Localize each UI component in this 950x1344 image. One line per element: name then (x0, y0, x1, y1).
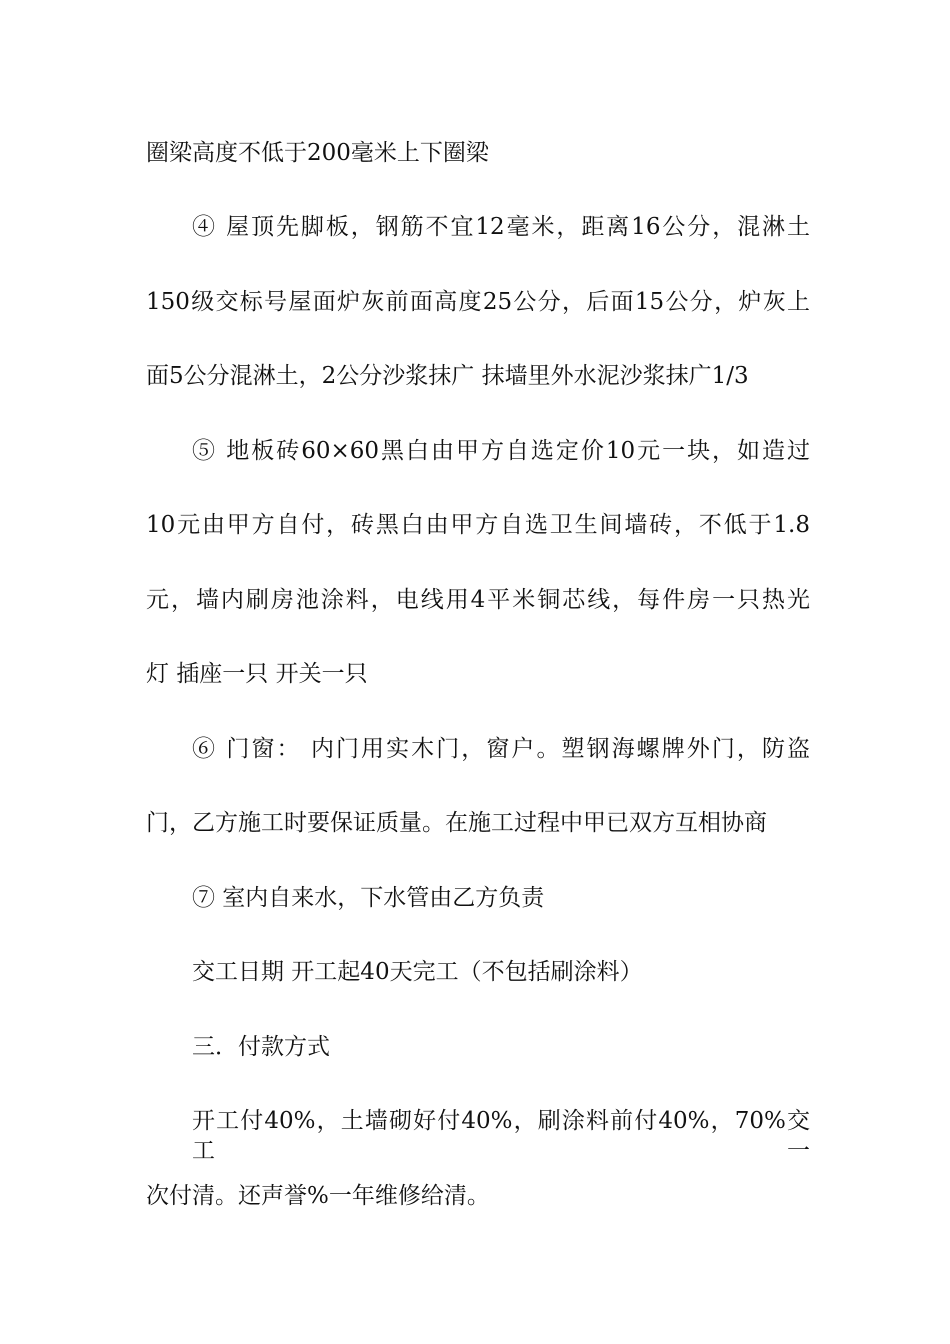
text-line-3: 150级交标号屋面炉灰前面高度25公分，后面15公分，炉灰上 (146, 289, 810, 315)
text-line-11: ⑦ 室内自来水，下水管由乙方负责 (192, 885, 545, 911)
text-line-6: 10元由甲方自付，砖黑白由甲方自选卫生间墙砖，不低于1.8 (146, 512, 810, 538)
text-line-8: 灯 插座一只 开关一只 (146, 661, 368, 687)
section-heading-payment: 三．付款方式 (192, 1034, 330, 1060)
text-line-5: ⑤ 地板砖60×60黑白由甲方自选定价10元一块，如造过 (192, 438, 810, 464)
text-line-9: ⑥ 门窗： 内门用实木门，窗户。塑钢海螺牌外门，防盗 (192, 736, 810, 762)
text-line-7: 元，墙内刷房池涂料，电线用4平米铜芯线，每件房一只热光 (146, 587, 810, 613)
text-line-1: 圈梁高度不低于200毫米上下圈梁 (146, 140, 489, 166)
text-line-2: ④ 屋顶先脚板，钢筋不宜12毫米，距离16公分，混淋土 (192, 214, 810, 240)
text-line-15: 次付清。还声誉%一年维修给清。 (146, 1183, 490, 1209)
text-line-4: 面5公分混淋土，2公分沙浆抹广 抹墙里外水泥沙浆抹广1/3 (146, 363, 749, 389)
text-line-10: 门，乙方施工时要保证质量。在施工过程中甲已双方互相协商 (146, 810, 767, 836)
text-line-14: 开工付40%，土墙砌好付40%，刷涂料前付40%，70%交工一 (192, 1108, 810, 1164)
text-line-12: 交工日期 开工起40天完工（不包括刷涂料） (192, 959, 643, 985)
